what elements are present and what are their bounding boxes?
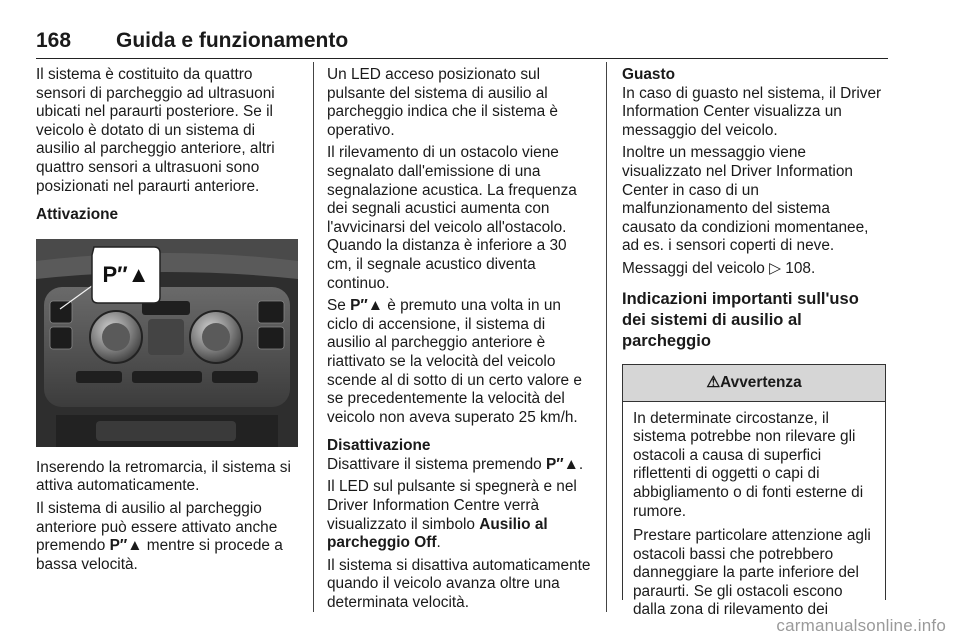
front-text-a: Il sistema di ausilio al parcheggio anteriore può essere attivato anche premendo xyxy=(36,499,278,555)
se-word: Se xyxy=(327,297,346,315)
dashboard-figure xyxy=(36,239,298,447)
parking-button-callout: P″▲ xyxy=(102,261,150,287)
led-off-text: Il LED sul pulsante si spegnerà e nel Driver Information Centre verrà visualizzato il simbolo xyxy=(327,478,577,533)
vehicle-messages-label: Messaggi del veicolo xyxy=(622,259,765,277)
deactivation-heading: Disattivazione xyxy=(327,437,431,455)
column-3 xyxy=(622,66,886,619)
important-heading: Indicazioni importanti sull'uso dei sistemi di ausilio al parcheggio xyxy=(622,289,859,350)
detection-paragraph: Il rilevamento di un ostacolo viene segnalato dall'emissione di una segnalazione acustica. La frequenza dei segnali acustici aumenta con l'avvicinarsi del veicolo all'ostacolo. Quando la distanza è inferiore a 30 cm, il segnale acustico diventa continuo. xyxy=(327,144,577,292)
warning-box xyxy=(622,364,886,619)
parking-symbol-icon: P″▲ xyxy=(350,297,383,315)
activation-heading: Attivazione xyxy=(36,206,119,224)
pressed-text: è premuto una volta in un ciclo di accensione, il sistema di ausilio al parcheggio anteriore è riattivato se la velocità del veicolo scende al di sotto di un certo valore e se precedentemente la velocità del veicolo non aveva superato 25 km/h. xyxy=(327,297,582,426)
warning-paragraph-2: Prestare particolare attenzione agli ostacoli bassi che potrebbero danneggiare la parte inferiore del paraurti. Se gli ostacoli escono dalla zona di rilevamento dei xyxy=(633,527,871,619)
led-paragraph: Un LED acceso posizionato sul pulsante del sistema di ausilio al parcheggio indica che il sistema è operativo. xyxy=(327,66,558,139)
column-1 xyxy=(36,66,298,578)
fault-heading: Guasto xyxy=(622,66,676,83)
reverse-paragraph: Inserendo la retromarcia, il sistema si attiva automaticamente. xyxy=(36,458,291,495)
warning-body xyxy=(623,402,885,619)
auto-off-paragraph: Il sistema si disattiva automaticamente quando il veicolo avanza oltre una determinata velocità. xyxy=(327,556,591,612)
page-number: 168 xyxy=(36,29,72,52)
symbol-name: Ausilio al parcheggio Off xyxy=(327,515,548,552)
watermark: carmanualsonline.info xyxy=(776,616,946,635)
fault-paragraph: In caso di guasto nel sistema, il Driver Information Center visualizza un messaggio del veicolo. xyxy=(622,84,882,139)
front-activation-paragraph xyxy=(36,500,298,574)
column-divider xyxy=(606,62,607,612)
front-text-b: mentre si procede a bassa velocità. xyxy=(36,537,283,573)
pressed-paragraph xyxy=(327,297,591,427)
intro-paragraph: Il sistema è costituito da quattro sensori di parcheggio ad ultrasuoni ubicati nel paraurti posteriore. Se il veicolo è dotato di un sistema di ausilio al parcheggio anteriore, altri quattro sensori a ultrasuoni sono posizionati nel paraurti anteriore. xyxy=(36,66,275,195)
warning-paragraph-1: In determinate circostanze, il sistema potrebbe non rilevare gli ostacoli a causa di superfici riflettenti di oggetti o capi di abbigliamento o di fonti esterne di rumore. xyxy=(633,409,864,520)
warning-title-bar xyxy=(623,365,885,402)
column-divider xyxy=(313,62,314,612)
deactivate-paragraph: Disattivare il sistema premendo P″▲. xyxy=(327,455,584,473)
reference-arrow-icon: ▷ xyxy=(769,259,781,277)
column-2 xyxy=(327,66,591,617)
vehicle-messages-reference xyxy=(622,260,886,279)
message-paragraph: Inoltre un messaggio viene visualizzato nel Driver Information Center in caso di un malfunzionamento del sistema causato da condizioni momentanee, ad es. i sensori coperti di neve. xyxy=(622,144,869,255)
warning-triangle-icon: ⚠ xyxy=(706,373,721,391)
warning-title: Avvertenza xyxy=(720,373,802,391)
parking-symbol-icon: P″▲ xyxy=(109,537,143,555)
led-off-paragraph: Il LED sul pulsante si spegnerà e nel Driver Information Centre verrà visualizzato il simbolo Ausilio al parcheggio Off. xyxy=(327,478,577,552)
console-illustration xyxy=(36,239,298,447)
page-header xyxy=(36,28,888,59)
chapter-title: Guida e funzionamento xyxy=(116,29,349,52)
page-reference-link[interactable]: 108. xyxy=(785,259,816,277)
deactivate-text: Disattivare il sistema premendo xyxy=(327,455,542,473)
parking-symbol-icon: P″▲ xyxy=(545,455,579,473)
